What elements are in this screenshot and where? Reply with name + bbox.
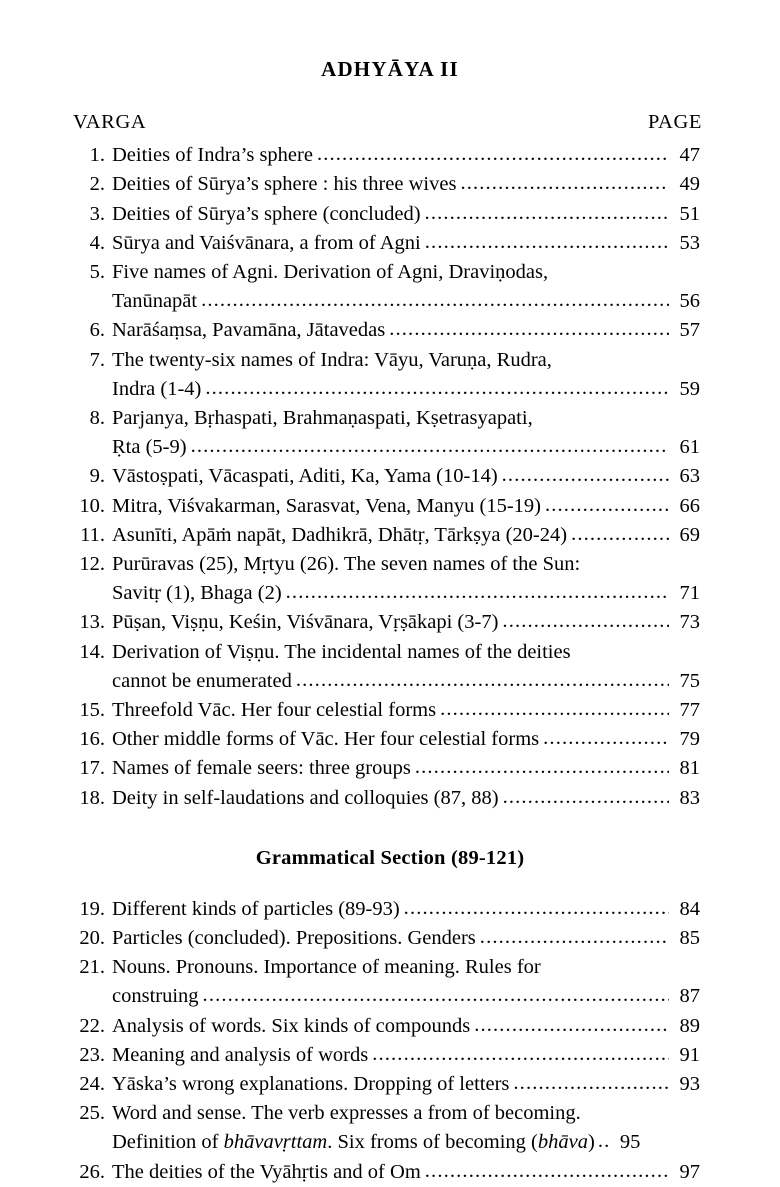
toc-entry-body	[112, 492, 700, 521]
toc-entry-number: 6.	[89, 319, 105, 342]
toc-entry-page-number[interactable]: 69	[679, 523, 700, 546]
toc-entry-title: Threefold Vāc. Her four celestial forms	[112, 698, 437, 721]
column-headers	[0, 81, 780, 134]
toc-entry-last-line	[112, 1041, 700, 1070]
toc-entry-title: Different kinds of particles (89-93)	[112, 897, 400, 920]
toc-entry-title: Yāska’s wrong explanations. Dropping of letters	[112, 1072, 510, 1095]
toc-entry-number: 7.	[89, 348, 105, 371]
toc-entry-title: Narāśaṃsa, Pavamāna, Jātavedas	[112, 319, 386, 342]
dot-leader	[503, 787, 669, 808]
toc-list-part-one	[0, 134, 780, 813]
toc-entry-page-number[interactable]: 93	[679, 1072, 700, 1095]
toc-entry-body	[112, 924, 700, 953]
toc-entry-number: 13.	[79, 611, 105, 634]
dot-leader	[460, 173, 669, 194]
toc-entry-title: Pūṣan, Viṣṇu, Keśin, Viśvānara, Vṛṣākapi (3-7)	[112, 611, 499, 634]
dot-leader	[513, 1073, 669, 1094]
toc-entry-body	[112, 404, 700, 462]
toc-entry-last-line	[112, 316, 700, 345]
toc-entry-number: 10.	[79, 494, 105, 517]
toc-entry-title: Meaning and analysis of words	[112, 1043, 369, 1066]
toc-entry-title: Names of female seers: three groups	[112, 757, 411, 780]
dot-leader	[545, 495, 669, 516]
dot-leader	[425, 232, 669, 253]
toc-entry-page-number[interactable]: 91	[679, 1043, 700, 1066]
toc-entry-body	[112, 754, 700, 783]
toc-entry-body	[112, 1041, 700, 1070]
toc-entry-title: cannot be enumerated	[112, 669, 292, 692]
toc-entry-body	[112, 895, 700, 924]
toc-entry-last-line	[112, 924, 700, 953]
toc-entry-number: 21.	[79, 956, 105, 979]
dot-leader	[474, 1015, 669, 1036]
toc-entry-page-number[interactable]: 83	[679, 786, 700, 809]
toc-entry-last-line	[112, 696, 700, 725]
toc-entry-line: Five names of Agni. Derivation of Agni, Draviṇodas,	[112, 260, 549, 283]
toc-entry-title: Tanūnapāt	[112, 290, 198, 313]
toc-entry-page-number[interactable]: 56	[679, 290, 700, 313]
dot-leader	[440, 699, 669, 720]
toc-entry-last-line	[112, 982, 700, 1011]
toc-entry[interactable]	[0, 754, 780, 783]
toc-entry[interactable]	[0, 1041, 780, 1070]
dot-leader	[317, 144, 669, 165]
toc-entry-line: The twenty-six names of Indra: Vāyu, Varuṇa, Rudra,	[112, 348, 552, 371]
dot-leader	[203, 985, 669, 1006]
toc-entry-title: Other middle forms of Vāc. Her four celestial forms	[112, 728, 540, 751]
toc-entry-page-number[interactable]: 47	[679, 144, 700, 167]
toc-entry-page-number[interactable]: 77	[679, 698, 700, 721]
toc-entry-title: Sūrya and Vaiśvānara, a from of Agni	[112, 231, 421, 254]
toc-entry-body	[112, 521, 700, 550]
toc-entry[interactable]	[0, 404, 780, 462]
toc-entry-number: 26.	[79, 1160, 105, 1183]
toc-entry-number: 15.	[79, 698, 105, 721]
toc-entry-last-line	[112, 462, 700, 491]
toc-entry-last-line	[112, 579, 700, 608]
toc-entry-last-line	[112, 725, 700, 754]
toc-entry-line: Purūravas (25), Mṛtyu (26). The seven names of the Sun:	[112, 552, 581, 575]
dot-leader	[502, 465, 669, 486]
dot-leader	[389, 319, 669, 340]
toc-entry-number: 12.	[79, 552, 105, 575]
toc-entry-line: Derivation of Viṣṇu. The incidental names of the deities	[112, 640, 571, 663]
toc-entry-last-line	[112, 1158, 700, 1187]
toc-entry-last-line	[112, 433, 700, 462]
toc-entry-body	[112, 550, 700, 608]
toc-entry-number: 24.	[79, 1072, 105, 1095]
toc-entry[interactable]	[0, 953, 780, 1011]
toc-entry[interactable]	[0, 462, 780, 491]
dot-leader	[571, 524, 669, 545]
toc-entry-number: 5.	[89, 260, 105, 283]
toc-entry-number: 9.	[89, 465, 105, 488]
toc-list-part-two	[0, 888, 780, 1187]
dot-leader	[296, 670, 669, 691]
toc-entry-body	[112, 170, 700, 199]
toc-entry-number: 14.	[79, 640, 105, 663]
toc-entry-number: 20.	[79, 926, 105, 949]
toc-entry-last-line	[112, 754, 700, 783]
toc-entry-page-number[interactable]: 66	[679, 494, 700, 517]
toc-entry-number: 1.	[89, 144, 105, 167]
toc-entry-body	[112, 200, 700, 229]
page-title: ADHYĀYA II	[321, 57, 459, 81]
dot-leader	[425, 1161, 669, 1182]
toc-entry-body	[112, 258, 700, 316]
toc-entry-page-number[interactable]: 57	[679, 319, 700, 342]
toc-entry-body	[112, 638, 700, 696]
toc-entry-page-number[interactable]: 61	[679, 436, 700, 459]
toc-entry-title: construing	[112, 985, 199, 1008]
toc-entry-last-line	[112, 200, 700, 229]
dot-leader	[372, 1044, 669, 1065]
toc-entry-last-line	[112, 1070, 700, 1099]
toc-entry-title: Deities of Sūrya’s sphere : his three wives	[112, 173, 457, 196]
toc-entry-number: 4.	[89, 231, 105, 254]
toc-entry[interactable]	[0, 696, 780, 725]
toc-entry[interactable]	[0, 316, 780, 345]
toc-entry-body	[112, 1012, 700, 1041]
toc-entry[interactable]	[0, 550, 780, 608]
toc-entry-last-line	[112, 375, 700, 404]
toc-entry-line: Parjanya, Bṛhaspati, Brahmaṇaspati, Kṣetrasyapati,	[112, 406, 533, 429]
toc-entry-last-line	[112, 667, 700, 696]
toc-entry-title: Ṛta (5-9)	[112, 436, 187, 459]
toc-entry-line: Nouns. Pronouns. Importance of meaning. Rules for	[112, 956, 541, 979]
toc-entry-page-number[interactable]: 79	[679, 728, 700, 751]
toc-entry-page-number[interactable]: 95	[619, 1131, 641, 1154]
toc-entry-last-line	[112, 1012, 700, 1041]
toc-entry-page-number[interactable]: 87	[679, 985, 700, 1008]
toc-entry-last-line	[112, 1128, 700, 1157]
toc-entry-body	[112, 953, 700, 1011]
toc-entry[interactable]	[0, 895, 780, 924]
toc-entry-last-line	[112, 784, 700, 813]
toc-entry[interactable]	[0, 1012, 780, 1041]
toc-entry-body	[112, 1070, 700, 1099]
toc-entry-body	[112, 141, 700, 170]
toc-entry-title: Deities of Sūrya’s sphere (concluded)	[112, 202, 421, 225]
toc-entry-number: 25.	[79, 1102, 105, 1125]
toc-entry[interactable]	[0, 229, 780, 258]
toc-entry[interactable]	[0, 784, 780, 813]
toc-entry-title: Savitṛ (1), Bhaga (2)	[112, 582, 282, 605]
toc-entry-title: Deity in self-laudations and colloquies (87, 88)	[112, 786, 499, 809]
dot-leader	[191, 436, 669, 457]
toc-entry-number: 3.	[89, 202, 105, 225]
toc-entry[interactable]	[0, 608, 780, 637]
toc-entry[interactable]	[0, 725, 780, 754]
toc-entry-page-number[interactable]: 89	[679, 1014, 700, 1037]
toc-entry-title: The deities of the Vyāhṛtis and of Om	[112, 1160, 421, 1183]
toc-entry-body	[112, 696, 700, 725]
page-column-header: PAGE	[647, 111, 702, 134]
toc-entry-body	[112, 725, 700, 754]
toc-entry-title: Asunīti, Apāṁ napāt, Dadhikrā, Dhātṛ, Tārkṣya (20-24)	[112, 523, 568, 546]
toc-entry-number: 16.	[79, 728, 105, 751]
toc-entry-number: 2.	[89, 173, 105, 196]
dot-leader	[502, 611, 669, 632]
dot-leader	[543, 728, 669, 749]
toc-entry-title: Vāstoṣpati, Vācaspati, Aditi, Ka, Yama (10-14)	[112, 465, 498, 488]
toc-entry-title: Mitra, Viśvakarman, Sarasvat, Vena, Manyu (15-19)	[112, 494, 541, 517]
toc-entry-line: Word and sense. The verb expresses a from of becoming.	[112, 1102, 581, 1125]
toc-entry-title: Analysis of words. Six kinds of compounds	[112, 1014, 471, 1037]
toc-entry-body	[112, 346, 700, 404]
toc-entry-page-number[interactable]: 85	[679, 926, 700, 949]
toc-entry-last-line	[112, 521, 700, 550]
toc-entry-last-line	[112, 170, 700, 199]
toc-entry-body	[112, 462, 700, 491]
toc-entry-page-number[interactable]: 59	[679, 377, 700, 400]
dot-leader	[286, 582, 669, 603]
toc-entry-number: 22.	[79, 1014, 105, 1037]
toc-entry-title: Definition of bhāvavṛttam. Six froms of becoming (bhāva)	[112, 1131, 595, 1154]
toc-entry-last-line	[112, 895, 700, 924]
toc-entry-number: 23.	[79, 1043, 105, 1066]
toc-entry-number: 19.	[79, 897, 105, 920]
toc-entry[interactable]	[0, 924, 780, 953]
toc-entry-number: 18.	[79, 786, 105, 809]
toc-entry-page-number[interactable]: 71	[679, 582, 700, 605]
toc-entry[interactable]	[0, 170, 780, 199]
toc-entry[interactable]	[0, 1070, 780, 1099]
dot-leader	[415, 757, 669, 778]
toc-entry-last-line	[112, 608, 700, 637]
toc-entry-title: Particles (concluded). Prepositions. Genders	[112, 926, 476, 949]
toc-entry-body	[112, 608, 700, 637]
toc-entry[interactable]	[0, 521, 780, 550]
toc-entry-last-line	[112, 229, 700, 258]
toc-entry-body	[112, 229, 700, 258]
grammatical-section-heading: Grammatical Section (89-121)	[255, 846, 525, 869]
toc-entry[interactable]	[0, 346, 780, 404]
toc-entry-title: Indra (1-4)	[112, 377, 202, 400]
toc-entry[interactable]	[0, 638, 780, 696]
toc-entry-body	[112, 1158, 700, 1187]
varga-column-header: VARGA	[73, 111, 147, 134]
toc-entry-page-number[interactable]: 49	[679, 173, 700, 196]
dot-leader	[480, 927, 669, 948]
dot-leader	[205, 378, 669, 399]
toc-entry[interactable]	[0, 200, 780, 229]
toc-entry-page-number[interactable]: 75	[679, 669, 700, 692]
toc-entry[interactable]	[0, 1158, 780, 1187]
toc-entry[interactable]	[0, 258, 780, 316]
toc-entry-page-number[interactable]: 63	[679, 465, 700, 488]
dot-leader	[425, 203, 669, 224]
toc-entry-title: Deities of Indra’s sphere	[112, 144, 313, 167]
toc-entry-number: 8.	[89, 406, 105, 429]
dot-leader	[598, 1131, 611, 1152]
toc-entry-number: 17.	[79, 757, 105, 780]
toc-entry-last-line	[112, 141, 700, 170]
toc-entry-last-line	[112, 492, 700, 521]
toc-entry-last-line	[112, 287, 700, 316]
dot-leader	[404, 898, 669, 919]
toc-entry-page-number[interactable]: 53	[679, 231, 700, 254]
toc-entry-page-number[interactable]: 51	[679, 202, 700, 225]
toc-entry-body	[112, 784, 700, 813]
toc-entry-page-number[interactable]: 97	[679, 1160, 700, 1183]
toc-entry-body	[112, 316, 700, 345]
toc-entry-page-number[interactable]: 73	[679, 611, 700, 634]
toc-entry[interactable]	[0, 141, 780, 170]
toc-entry[interactable]	[0, 492, 780, 521]
toc-entry-number: 11.	[80, 523, 105, 546]
toc-entry-page-number[interactable]: 81	[679, 757, 700, 780]
dot-leader	[201, 290, 669, 311]
toc-entry-page-number[interactable]: 84	[679, 897, 700, 920]
